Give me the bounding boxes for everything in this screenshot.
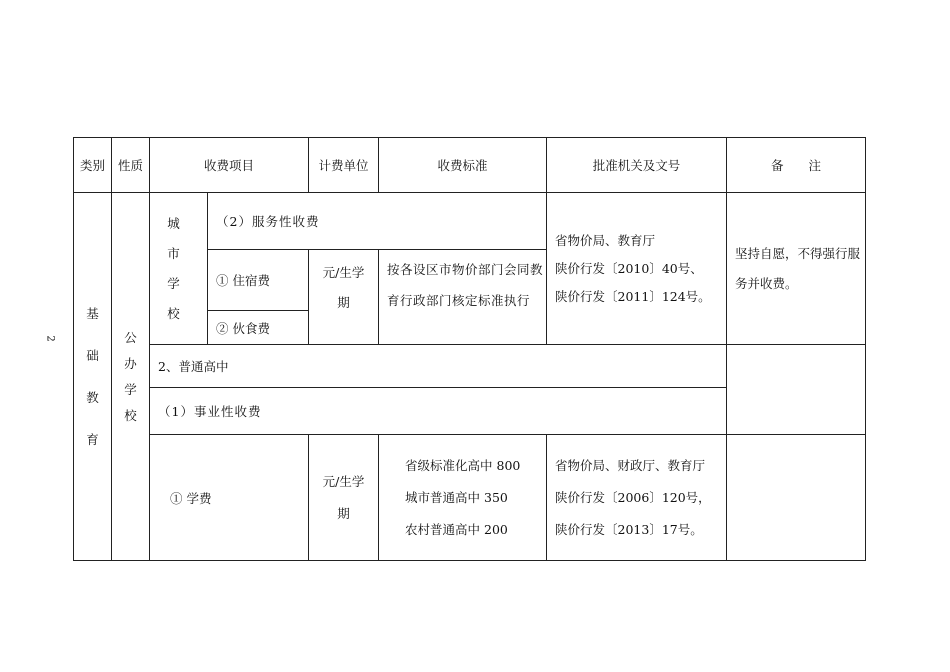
city-school-label: 城 市 学 校 — [167, 215, 190, 321]
fee-table — [73, 137, 866, 561]
header-remark: 备 注 — [727, 138, 866, 193]
approval-line: 省物价局、教育厅 — [555, 232, 656, 248]
tuition-approval-cell — [547, 435, 727, 561]
business-fee-title: （1）事业性收费 — [150, 388, 727, 435]
page-number: 2 — [44, 335, 56, 342]
category-char: 育 — [86, 431, 99, 447]
city-unit-cell — [309, 250, 379, 345]
approval-line: 陕价行发〔2006〕120号， — [555, 489, 711, 505]
header-row — [74, 138, 866, 193]
header-item: 收费项目 — [150, 138, 309, 193]
nature-cell — [112, 193, 150, 561]
lodging-fee-label: ① 住宿费 — [208, 250, 309, 311]
standard-line: 省级标准化高中 800 — [405, 457, 521, 473]
nature-char: 学 — [124, 381, 137, 397]
category-char: 础 — [86, 347, 99, 363]
table-row — [74, 345, 866, 388]
table-row — [74, 435, 866, 561]
approval-line: 陕价行发〔2011〕124号。 — [555, 288, 711, 304]
header-approval: 批准机关及文号 — [547, 138, 727, 193]
nature-char: 校 — [124, 407, 137, 423]
nature-char: 公 — [124, 329, 137, 345]
nature-char: 办 — [124, 355, 137, 371]
tuition-label: ① 学费 — [150, 435, 309, 561]
city-standard-cell — [379, 250, 547, 345]
header-unit: 计费单位 — [309, 138, 379, 193]
unit-text: 元/生学期 — [322, 473, 365, 521]
header-nature: 性质 — [112, 138, 150, 193]
city-remark-cell — [727, 193, 866, 345]
high-school-remark-cell — [727, 345, 866, 435]
city-school-cell — [150, 193, 208, 345]
city-approval-cell — [547, 193, 727, 345]
category-cell — [74, 193, 112, 561]
approval-line: 陕价行发〔2010〕40号、 — [555, 260, 703, 276]
standard-line: 农村普通高中 200 — [405, 521, 508, 537]
remark-text: 坚持自愿，不得强行服务并收费。 — [735, 245, 861, 291]
meal-fee-label: ② 伙食费 — [208, 311, 309, 345]
header-category: 类别 — [74, 138, 112, 193]
standard-line: 城市普通高中 350 — [405, 489, 508, 505]
table-row — [74, 193, 866, 250]
standard-text: 按各设区市物价部门会同教育行政部门核定标准执行 — [387, 262, 544, 308]
service-fee-title: （2）服务性收费 — [208, 193, 547, 250]
approval-line: 省物价局、财政厅、教育厅 — [555, 457, 706, 473]
tuition-unit-cell — [309, 435, 379, 561]
approval-line: 陕价行发〔2013〕17号。 — [555, 521, 703, 537]
high-school-title: 2、普通高中 — [150, 345, 727, 388]
tuition-standard-cell — [379, 435, 547, 561]
tuition-remark-cell — [727, 435, 866, 561]
category-char: 基 — [86, 305, 99, 321]
unit-text: 元/生学期 — [322, 265, 365, 310]
header-standard: 收费标准 — [379, 138, 547, 193]
category-char: 教 — [86, 389, 99, 405]
